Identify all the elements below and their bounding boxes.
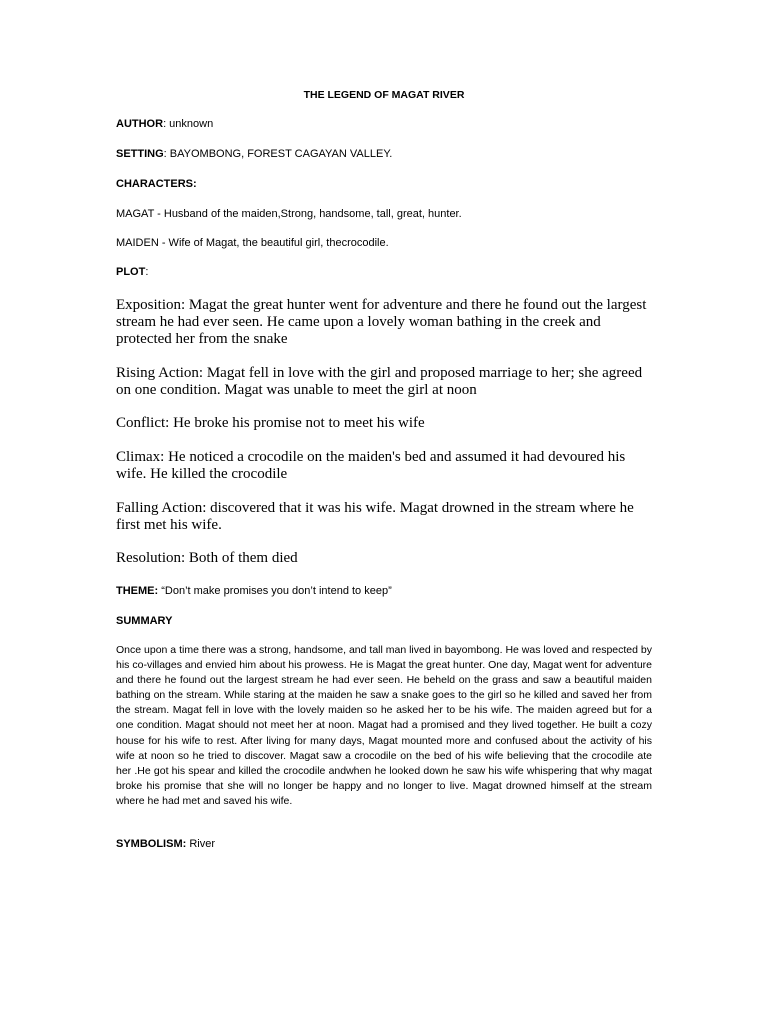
symbolism-value: River [186,838,216,850]
plot-exposition: Exposition: Magat the great hunter went for adventure and there he found out the largest stream he had ever seen. He came upon a lovely woman bathing in the creek and protected her from the snake [116,297,647,347]
plot-falling-action: Falling Action: discovered that it was his wife. Magat drowned in the stream where he first met his wife. [116,500,634,533]
theme-label: THEME: [116,585,159,597]
summary-heading: SUMMARY [116,615,173,627]
character-magat: MAGAT - Husband of the maiden,Strong, handsome, tall, great, hunter. [116,208,462,220]
theme-value: “Don’t make promises you don’t intend to keep” [158,585,392,597]
theme-line [116,584,652,598]
document-title: THE LEGEND OF MAGAT RIVER [303,89,465,101]
character-maiden: MAIDEN - Wife of Magat, the beautiful girl, thecrocodile. [116,237,389,249]
plot-line [116,265,652,279]
characters-heading: CHARACTERS: [116,178,197,190]
plot-rising-action: Rising Action: Magat fell in love with the girl and proposed marriage to her; she agreed on one condition. Magat was unable to meet the girl at noon [116,365,643,398]
author-line [116,117,652,131]
plot-resolution: Resolution: Both of them died [116,550,298,566]
author-value: : unknown [163,118,214,130]
setting-value: : BAYOMBONG, FOREST CAGAYAN VALLEY. [163,148,393,160]
plot-conflict: Conflict: He broke his promise not to meet his wife [116,415,425,431]
symbolism-line [116,837,652,851]
plot-label: PLOT [116,266,146,278]
plot-colon: : [145,266,149,278]
symbolism-label: SYMBOLISM: [116,838,187,850]
summary-paragraph: Once upon a time there was a strong, handsome, and tall man lived in bayombong. He was loved and respected by his co-villages and envied him about his prowess. He is Magat the great hunter. One day, Magat went for adventure and there he found out the largest stream he had ever seen. He beheld on the grass and saw a beautiful maiden bathing on the stream. While staring at the maiden he saw a snake goes to the girl so he killed and saved her from the stream. Magat fell in love with the lovely maiden so he asked her to be his wife. The maiden agreed but for a one condition. Magat should not meet her at noon. Magat had a promised and they lived together. He built a cozy house for his wife to rest. After living for many days, Magat mounted more and confused about the activity of his wife at noon so he tried to discover. Magat saw a crocodile on the bed of his wife believing that the crocodile ate her .He got his spear and killed the crocodile andwhen he looked down he saw his wife whispering that why magat broke his promise that she will no longer be happy and no longer to live. Magat drowned himself at the stream where he had met and saved his wife. [116,644,652,807]
setting-line [116,147,652,161]
plot-climax: Climax: He noticed a crocodile on the maiden's bed and assumed it had devoured his wife. He killed the crocodile [116,449,626,482]
author-label: AUTHOR [116,118,164,130]
setting-label: SETTING [116,148,164,160]
